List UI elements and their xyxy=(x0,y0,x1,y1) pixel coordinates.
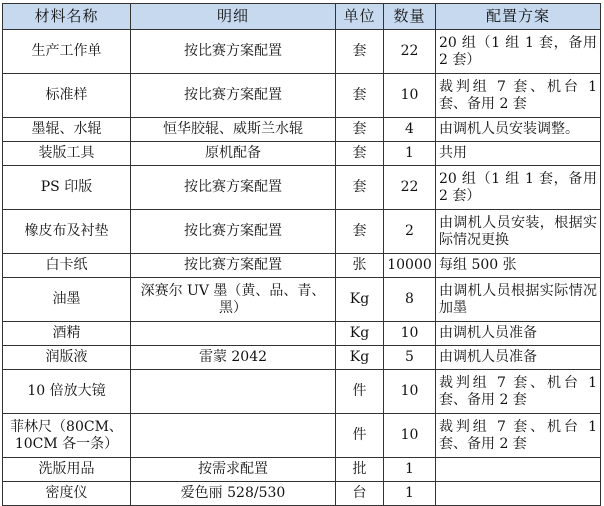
cell-unit: 批 xyxy=(336,458,384,482)
table-row xyxy=(3,142,601,166)
cell-unit: 套 xyxy=(336,74,384,118)
header-unit: 单位 xyxy=(336,4,384,30)
cell-detail xyxy=(131,322,336,346)
cell-plan: 由调机人员根据实际情况加墨 xyxy=(436,278,601,322)
table-row xyxy=(3,166,601,210)
header-plan: 配置方案 xyxy=(436,4,601,30)
table-row xyxy=(3,118,601,142)
cell-quantity: 1 xyxy=(384,142,436,166)
cell-quantity: 22 xyxy=(384,166,436,210)
cell-quantity: 22 xyxy=(384,30,436,74)
equipment-table-container xyxy=(2,3,600,506)
cell-unit: 张 xyxy=(336,254,384,278)
cell-unit: 套 xyxy=(336,118,384,142)
table-row xyxy=(3,74,601,118)
cell-detail: 按比赛方案配置 xyxy=(131,30,336,74)
table-row xyxy=(3,322,601,346)
table-row xyxy=(3,458,601,482)
cell-quantity: 10 xyxy=(384,322,436,346)
cell-plan xyxy=(436,482,601,506)
cell-material-name: 密度仪 xyxy=(3,482,131,506)
cell-material-name: 生产工作单 xyxy=(3,30,131,74)
cell-detail: 深赛尔 UV 墨（黄、品、青、黑） xyxy=(131,278,336,322)
cell-unit: 件 xyxy=(336,370,384,414)
cell-unit: Kg xyxy=(336,346,384,370)
cell-detail: 按比赛方案配置 xyxy=(131,166,336,210)
cell-quantity: 1 xyxy=(384,458,436,482)
header-detail: 明细 xyxy=(131,4,336,30)
cell-plan: 裁判组 7 套、机台 1 套、备用 2 套 xyxy=(436,370,601,414)
table-row xyxy=(3,370,601,414)
materials-table xyxy=(2,3,601,506)
cell-detail xyxy=(131,370,336,414)
header-quantity: 数量 xyxy=(384,4,436,30)
cell-plan: 由调机人员准备 xyxy=(436,322,601,346)
cell-plan: 共用 xyxy=(436,142,601,166)
cell-quantity: 10 xyxy=(384,74,436,118)
cell-material-name: 10 倍放大镜 xyxy=(3,370,131,414)
header-row xyxy=(3,4,601,30)
cell-quantity: 10 xyxy=(384,370,436,414)
header-material-name: 材料名称 xyxy=(3,4,131,30)
cell-material-name: 橡皮布及衬垫 xyxy=(3,210,131,254)
cell-unit: 套 xyxy=(336,142,384,166)
cell-material-name: 菲林尺（80CM、10CM 各一条） xyxy=(3,414,131,458)
cell-unit: 台 xyxy=(336,482,384,506)
cell-detail xyxy=(131,414,336,458)
cell-material-name: 油墨 xyxy=(3,278,131,322)
cell-plan: 20 组（1 组 1 套，备用 2 套） xyxy=(436,166,601,210)
cell-material-name: 润版液 xyxy=(3,346,131,370)
cell-plan: 由调机人员安装，根据实际情况更换 xyxy=(436,210,601,254)
table-row xyxy=(3,30,601,74)
table-row xyxy=(3,210,601,254)
cell-material-name: 白卡纸 xyxy=(3,254,131,278)
table-row xyxy=(3,482,601,506)
cell-unit: Kg xyxy=(336,322,384,346)
cell-quantity: 8 xyxy=(384,278,436,322)
cell-quantity: 5 xyxy=(384,346,436,370)
materials-table-body xyxy=(3,30,601,506)
cell-plan: 由调机人员准备 xyxy=(436,346,601,370)
cell-quantity: 1 xyxy=(384,482,436,506)
table-row xyxy=(3,346,601,370)
table-row xyxy=(3,254,601,278)
cell-detail: 按比赛方案配置 xyxy=(131,254,336,278)
cell-detail: 恒华胶辊、威斯兰水辊 xyxy=(131,118,336,142)
cell-detail: 原机配备 xyxy=(131,142,336,166)
cell-detail: 雷蒙 2042 xyxy=(131,346,336,370)
table-row xyxy=(3,414,601,458)
cell-material-name: 标准样 xyxy=(3,74,131,118)
cell-plan: 由调机人员安装调整。 xyxy=(436,118,601,142)
cell-material-name: PS 印版 xyxy=(3,166,131,210)
cell-material-name: 洗版用品 xyxy=(3,458,131,482)
table-row xyxy=(3,278,601,322)
cell-plan: 裁判组 7 套、机台 1 套、备用 2 套 xyxy=(436,74,601,118)
cell-unit: 套 xyxy=(336,210,384,254)
cell-detail: 按需求配置 xyxy=(131,458,336,482)
cell-quantity: 4 xyxy=(384,118,436,142)
cell-plan: 每组 500 张 xyxy=(436,254,601,278)
cell-quantity: 10000 xyxy=(384,254,436,278)
cell-unit: 套 xyxy=(336,30,384,74)
cell-detail: 爱色丽 528/530 xyxy=(131,482,336,506)
cell-plan xyxy=(436,458,601,482)
cell-unit: 套 xyxy=(336,166,384,210)
cell-material-name: 墨辊、水辊 xyxy=(3,118,131,142)
cell-plan: 20 组（1 组 1 套，备用 2 套） xyxy=(436,30,601,74)
cell-detail: 按比赛方案配置 xyxy=(131,74,336,118)
cell-plan: 裁判组 7 套、机台 1 套、备用 2 套 xyxy=(436,414,601,458)
cell-material-name: 装版工具 xyxy=(3,142,131,166)
cell-material-name: 酒精 xyxy=(3,322,131,346)
cell-quantity: 2 xyxy=(384,210,436,254)
cell-unit: 件 xyxy=(336,414,384,458)
cell-quantity: 10 xyxy=(384,414,436,458)
cell-detail: 按比赛方案配置 xyxy=(131,210,336,254)
cell-unit: Kg xyxy=(336,278,384,322)
